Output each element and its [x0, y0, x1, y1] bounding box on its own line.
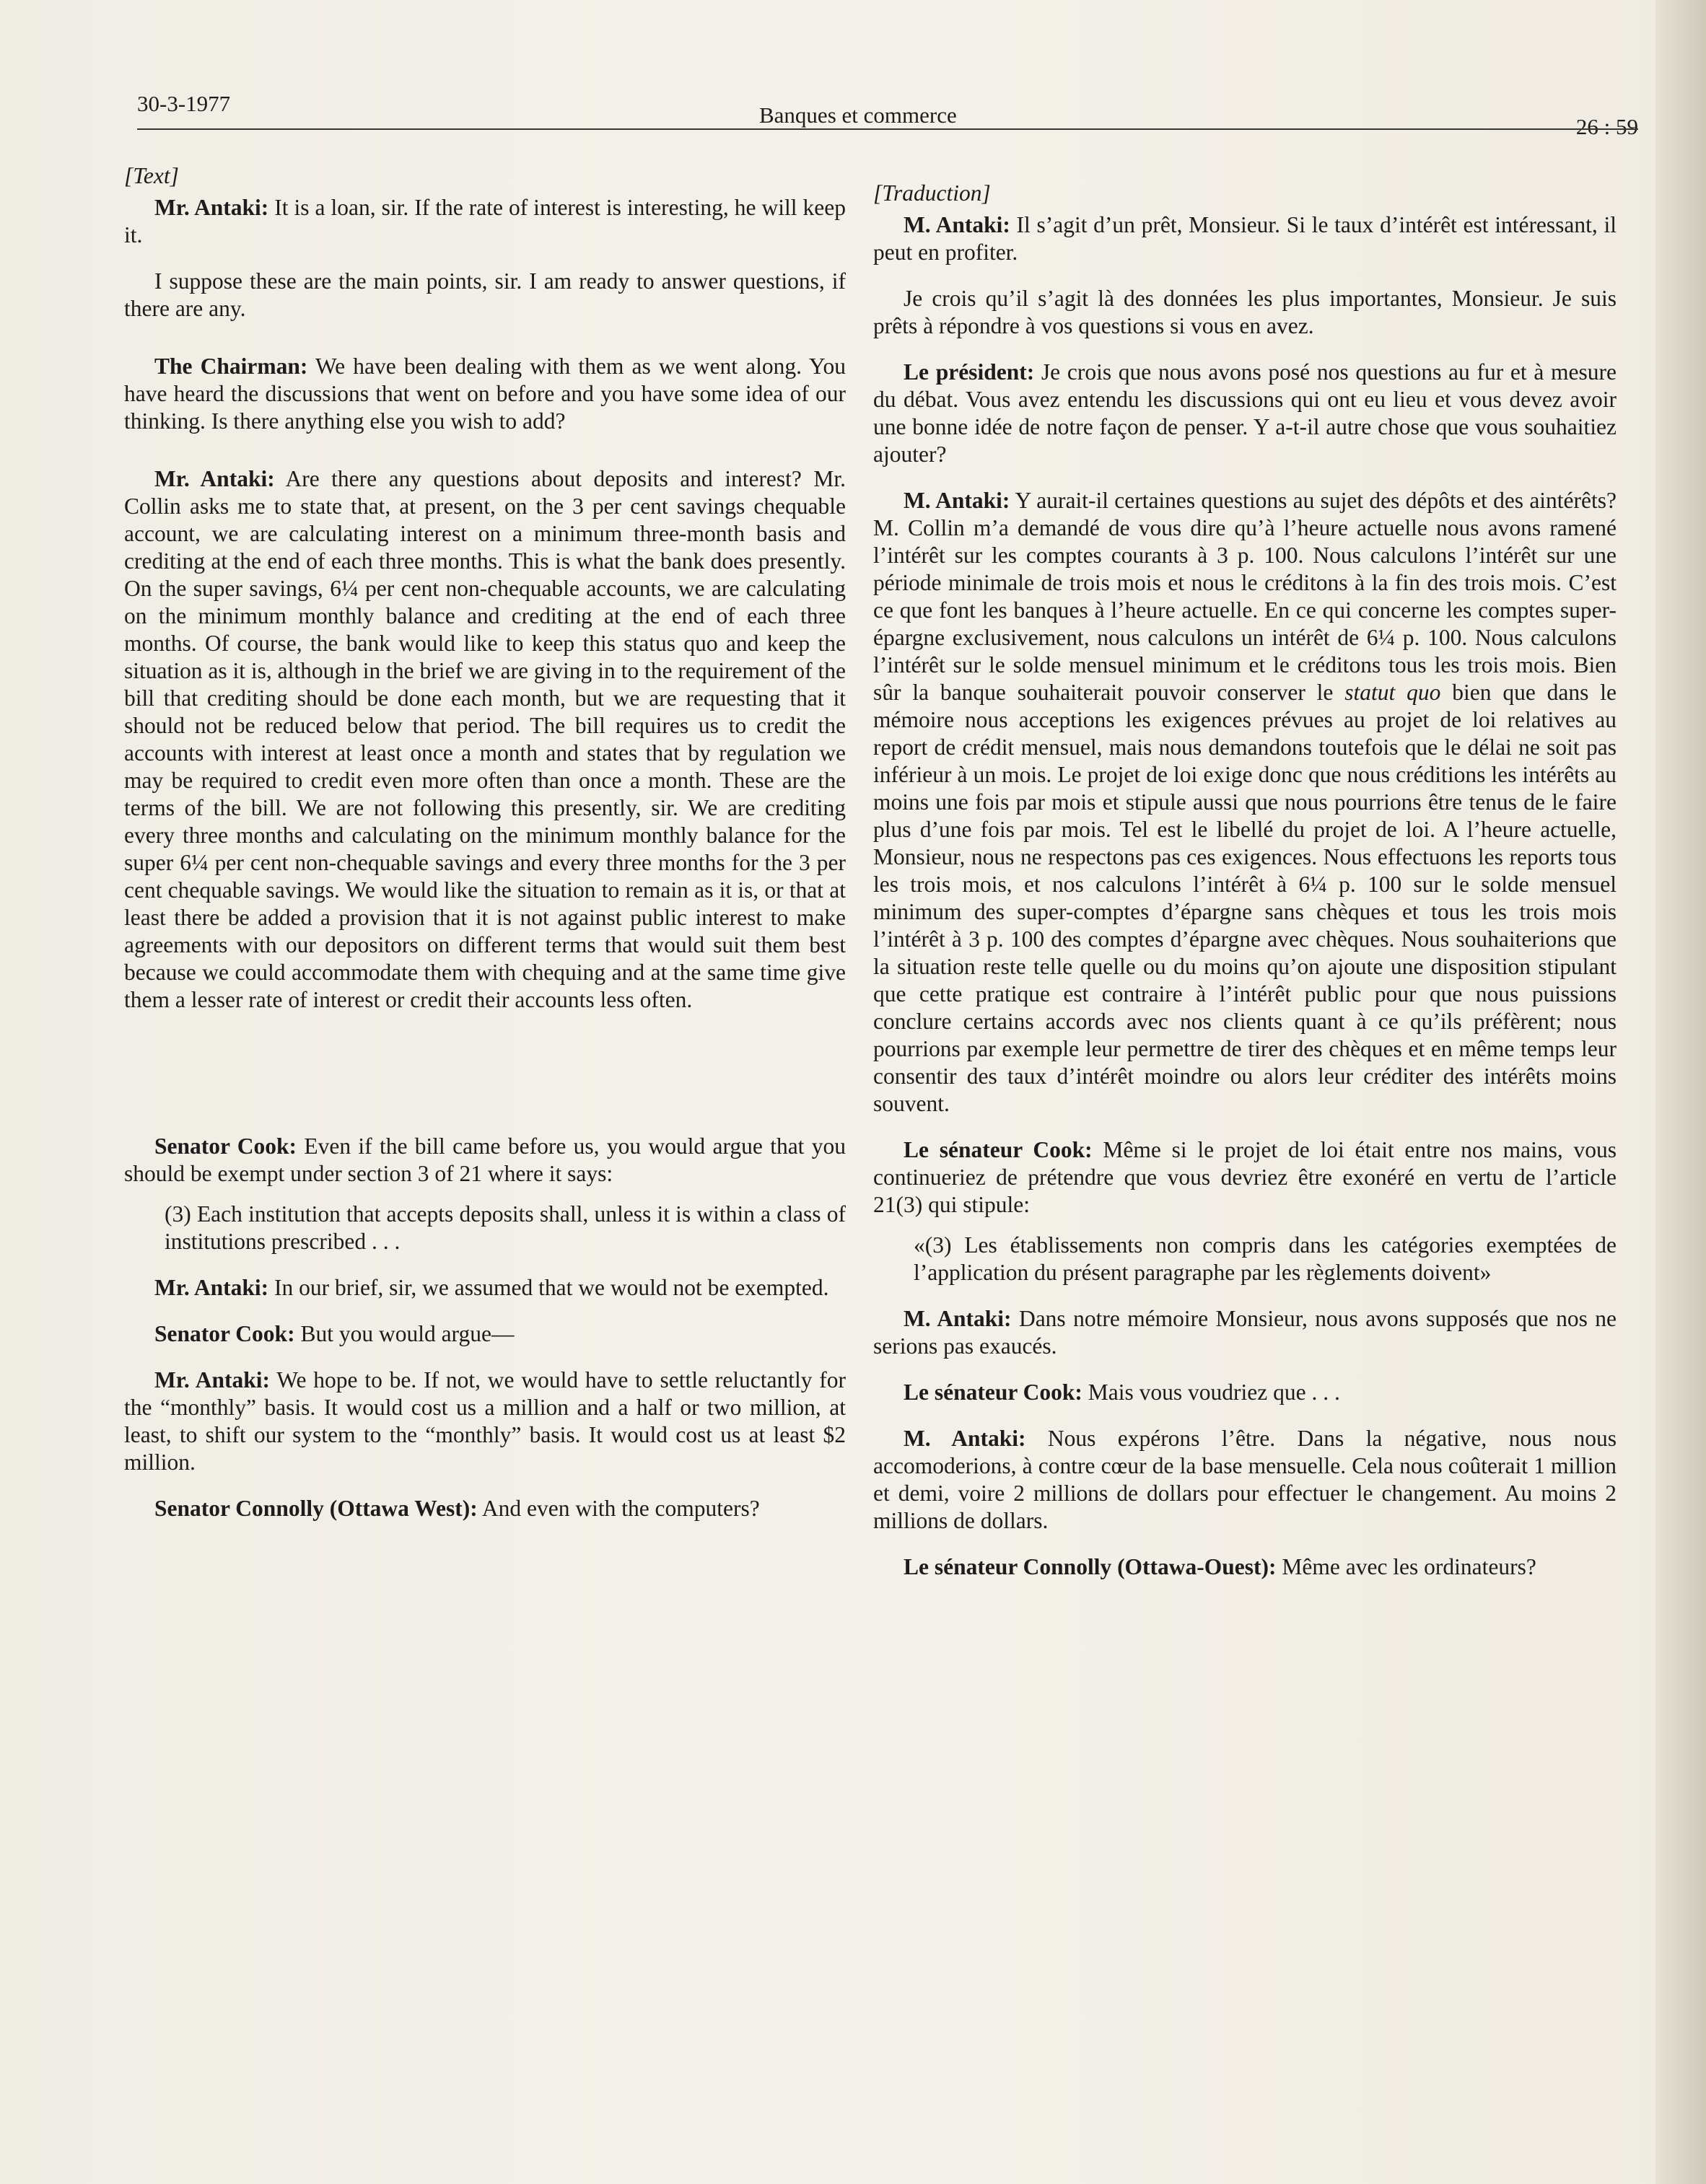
- section-tag: [Text]: [124, 163, 179, 188]
- quotation: [165, 1201, 846, 1255]
- speaker: Mr. Antaki:: [154, 1275, 269, 1300]
- speech: But you would argue—: [294, 1321, 515, 1346]
- speech: Are there any questions about deposits and interest? Mr. Collin asks me to state that, at present, on the 3 per cent savings chequable account, we are calculating interest on a minimum three-month basis and crediting at the end of each three months. This is what the bank does presently. On the super savings, 6¼ per cent non-chequable accounts, we are calculating on the minimum monthly balance and crediting at the end of each three months. Of course, the bank would like to keep this status quo and keep the situation as it is, although in the brief we are giving in to the requirement of the bill that crediting should be done each month, but we are requesting that it should not be reduced below that period. The bill requires us to credit the accounts with interest at least once a month and states that by regulation we may be required to credit even more often than once a month. These are the terms of the bill. We are not following this presently, sir. We are crediting every three months and calculating on the minimum monthly balance for the super 6¼ per cent non-chequable savings and every three months for the 3 per cent chequable savings. We would like the situation to remain as it is, or that at least there be added a provision that it is not against public interest to make agreements with our depositors on different terms that would suit them best because we could accommodate them with chequing and at the same time give them a lesser rate of interest or credit their accounts less often.: [124, 466, 847, 1012]
- paragraph: [873, 1305, 1617, 1360]
- speaker: Le sénateur Cook:: [904, 1380, 1082, 1405]
- speech: Dans notre mémoire Monsieur, nous avons supposés que nos ne serions pas exaucés.: [873, 1306, 1617, 1359]
- speaker: Senator Cook:: [154, 1133, 297, 1159]
- paragraph: [873, 487, 1617, 1118]
- paragraph: [124, 1133, 846, 1188]
- header-title: Banques et commerce: [759, 102, 957, 128]
- speaker: The Chairman:: [154, 354, 308, 379]
- speaker: M. Antaki:: [904, 212, 1010, 237]
- paragraph: [124, 1495, 846, 1522]
- speaker: Mr. Antaki:: [154, 466, 275, 491]
- paragraph: [873, 359, 1617, 468]
- speaker: Mr. Antaki:: [154, 195, 269, 220]
- speech: Je crois qu’il s’agit là des données les plus importantes, Monsieur. Je suis prêts à répondre à vos questions si vous en avez.: [873, 286, 1617, 338]
- paragraph: [124, 1274, 846, 1302]
- speech-italic: statut quo: [1344, 680, 1441, 705]
- right-column-french: [873, 162, 1617, 1600]
- speech: Even if the bill came before us, you would argue that you should be exempt under section 3 of 21 where it says:: [124, 1133, 847, 1186]
- speech: And even with the computers?: [477, 1496, 760, 1521]
- header-page-number: 26 : 59: [1575, 114, 1638, 139]
- paragraph: [124, 353, 846, 435]
- header-date: 30-3-1977: [137, 91, 231, 116]
- left-column-english: [124, 162, 846, 1541]
- paragraph: [873, 1553, 1617, 1581]
- paragraph: [124, 194, 846, 249]
- speech: In our brief, sir, we assumed that we would not be exempted.: [268, 1275, 829, 1300]
- paragraph: [873, 285, 1617, 340]
- quotation: [914, 1232, 1617, 1286]
- speech: We hope to be. If not, we would have to settle reluctantly for the “monthly” basis. It would cost us a million and a half or two million, at least, to shift our system to the “monthly” basis. It would cost us at least $2 million.: [124, 1367, 847, 1475]
- page-header: [137, 85, 1638, 143]
- speaker: Senator Connolly (Ottawa West):: [154, 1496, 478, 1521]
- paragraph: [124, 1320, 846, 1348]
- speech: Même si le projet de loi était entre nos mains, vous continueriez de prétendre que vous devriez être exonéré en vertu de l’article 21(3) qui stipule:: [873, 1137, 1617, 1217]
- speech: Je crois que nous avons posé nos questions au fur et à mesure du débat. Vous avez entendu les discussions qui ont eu lieu et vous devez avoir une bonne idée de notre façon de penser. Y a-t-il autre chose que vous souhaitiez ajouter?: [873, 359, 1617, 467]
- speaker: Le sénateur Cook:: [904, 1137, 1093, 1162]
- speaker: Le président:: [904, 359, 1035, 385]
- speaker: Senator Cook:: [154, 1321, 295, 1346]
- paragraph: [873, 1425, 1617, 1535]
- speech: It is a loan, sir. If the rate of interest is interesting, he will keep it.: [124, 195, 846, 247]
- speech: Y aurait-il certaines questions au sujet des dépôts et des aintérêts? M. Collin m’a demandé de vous dire qu’à l’heure actuelle nous avons ramené l’intérêt sur les comptes courants à 3 p. 100. Nous calculons l’intérêt sur une période minimale de trois mois et nous le créditons à la fin des trois mois. C’est ce que font les banques à l’heure actuelle. En ce qui concerne les comptes super-épargne exclusivement, nous calculons un intérêt de 6¼ p. 100. Nous calculons l’intérêt sur le solde mensuel minimum et le créditons tous les trois mois. Bien sûr la banque souhaiterait pouvoir conserver le: [873, 488, 1617, 705]
- speech: We have been dealing with them as we went along. You have heard the discussions that went on before and you have some idea of our thinking. Is there anything else you wish to add?: [124, 354, 846, 434]
- speech: I suppose these are the main points, sir. I am ready to answer questions, if there are any.: [124, 268, 846, 321]
- quote-text: «(3) Les établissements non compris dans les catégories exemptées de l’application du présent paragraphe par les règlements doivent»: [914, 1232, 1617, 1285]
- speaker: M. Antaki:: [904, 1426, 1026, 1451]
- speech: Même avec les ordinateurs?: [1276, 1554, 1536, 1579]
- paragraph: [873, 1379, 1617, 1406]
- speaker: Le sénateur Connolly (Ottawa-Ouest):: [904, 1554, 1277, 1579]
- speech: Il s’agit d’un prêt, Monsieur. Si le taux d’intérêt est intéressant, il peut en profiter.: [873, 212, 1617, 265]
- speech: Mais vous voudriez que . . .: [1082, 1380, 1340, 1405]
- paragraph: [873, 211, 1617, 266]
- paragraph: [124, 465, 846, 1014]
- speech: Nous expérons l’être. Dans la négative, nous nous accomoderions, à contre cœur de la base mensuelle. Cela nous coûterait 1 million et demi, voire 2 millions de dollars pour effectuer le changement. Au moins 2 millions de dollars.: [873, 1426, 1617, 1533]
- speaker: M. Antaki:: [904, 488, 1010, 513]
- section-tag: [Traduction]: [873, 180, 991, 206]
- page-edge: [1655, 0, 1706, 2184]
- speaker: M. Antaki:: [904, 1306, 1012, 1331]
- quote-text: (3) Each institution that accepts deposits shall, unless it is within a class of institutions prescribed . . .: [165, 1201, 846, 1254]
- paragraph: [873, 1136, 1617, 1219]
- paragraph: [124, 268, 846, 323]
- speaker: Mr. Antaki:: [154, 1367, 271, 1393]
- speech-continued: bien que dans le mémoire nous acceptions les exigences prévues au projet de loi relatives au report de crédit mensuel, mais nous demandons toutefois que le délai ne soit pas inférieur à un mois. Le projet de loi exige donc que nous créditions les intérêts au moins une fois par mois et stipule aussi que nous pourrions être tenus de le faire plus d’une fois par mois. Tel est le libellé du projet de loi. A l’heure actuelle, Monsieur, nous ne respectons pas ces exigences. Nous effectuons les reports tous les trois mois, et nos calculons l’intérêt à 6¼ p. 100 sur le solde mensuel minimum des super-comptes d’épargne sans chèques et tous les trois mois l’intérêt à 3 p. 100 des comptes d’épargne avec chèques. Nous souhaiterions que la situation reste telle quelle ou du moins qu’on ajoute une disposition stipulant que cette pratique est contraire à l’intérêt public pour que nous puissions conclure certains accords avec nos clients quant à ce qu’ils préfèrent; nous pourrions par exemple leur permettre de tirer des chèques et en même temps leur consentir des taux d’intérêt moindre ou alors leur créditer des intérêts moins souvent.: [873, 680, 1617, 1116]
- paragraph: [124, 1367, 846, 1476]
- header-rule: [137, 128, 1638, 130]
